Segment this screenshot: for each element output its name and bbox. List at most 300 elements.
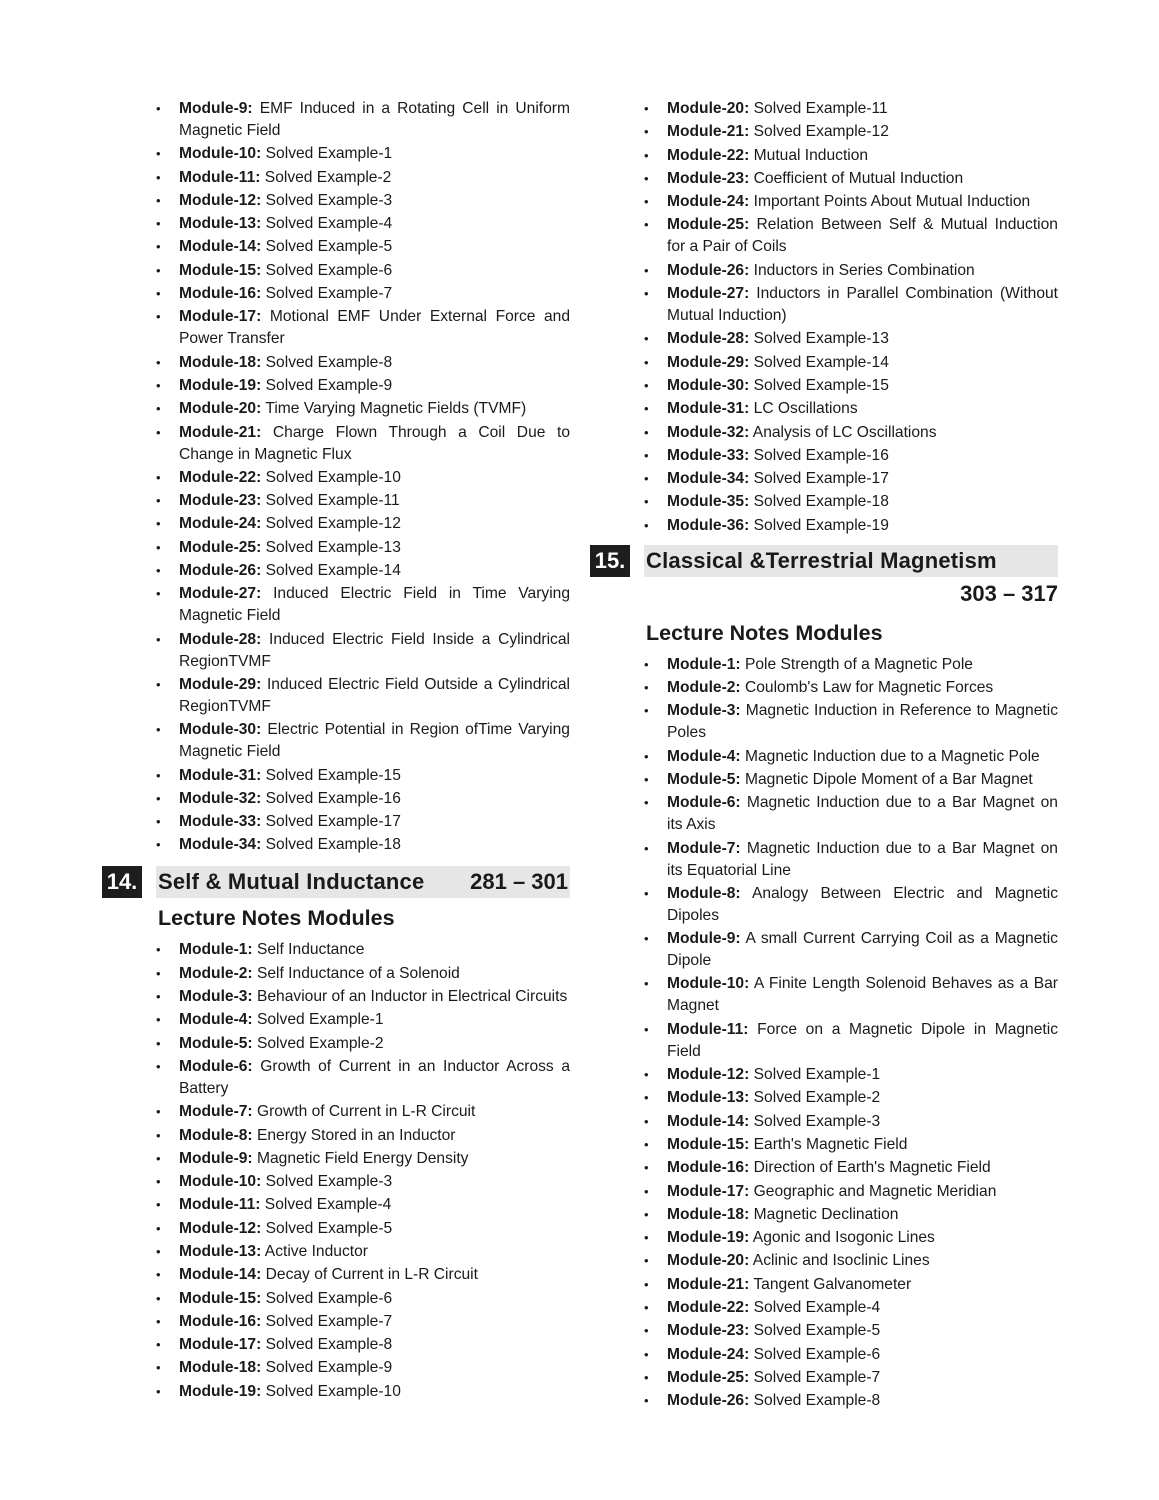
module-list bbox=[644, 654, 1058, 1412]
bullet-icon: • bbox=[644, 656, 649, 672]
list-item bbox=[156, 811, 570, 833]
module-code: Module-16: bbox=[667, 1159, 750, 1177]
bullet-icon: • bbox=[156, 1267, 161, 1283]
module-code: Module-32: bbox=[179, 789, 262, 807]
list-item bbox=[156, 375, 570, 397]
module-code: Module-4: bbox=[667, 747, 741, 765]
list-item bbox=[156, 236, 570, 258]
list-item bbox=[156, 963, 570, 985]
list-item bbox=[156, 834, 570, 856]
bullet-icon: • bbox=[644, 1230, 649, 1246]
list-item bbox=[156, 283, 570, 305]
module-code: Module-10: bbox=[179, 1173, 262, 1191]
module-title: Magnetic Induction due to a Magnetic Pole bbox=[744, 747, 1040, 765]
module-code: Module-3: bbox=[667, 702, 741, 720]
module-code: Module-31: bbox=[179, 766, 262, 784]
module-title: Solved Example-15 bbox=[753, 376, 889, 394]
module-title: Solved Example-8 bbox=[753, 1392, 881, 1410]
list-item bbox=[156, 1171, 570, 1193]
list-item bbox=[644, 121, 1058, 143]
module-code: Module-4: bbox=[179, 1011, 253, 1029]
list-item bbox=[644, 883, 1058, 927]
module-list bbox=[156, 98, 570, 856]
module-title: Solved Example-18 bbox=[753, 493, 889, 511]
bullet-icon: • bbox=[644, 1323, 649, 1339]
module-code: Module-14: bbox=[667, 1112, 750, 1130]
module-title: Solved Example-2 bbox=[256, 1034, 384, 1052]
bullet-icon: • bbox=[156, 1197, 161, 1213]
list-item bbox=[156, 1033, 570, 1055]
list-item bbox=[156, 490, 570, 512]
module-title: Solved Example-1 bbox=[753, 1066, 881, 1084]
module-code: Module-13: bbox=[667, 1089, 750, 1107]
bullet-icon: • bbox=[156, 631, 161, 647]
module-code: Module-27: bbox=[179, 585, 262, 603]
module-title: Behaviour of an Inductor in Electrical Circuits bbox=[256, 988, 568, 1006]
module-code: Module-10: bbox=[667, 975, 750, 993]
module-title: LC Oscillations bbox=[753, 400, 858, 418]
list-item bbox=[644, 1134, 1058, 1156]
list-item bbox=[156, 167, 570, 189]
bullet-icon: • bbox=[156, 965, 161, 981]
bullet-icon: • bbox=[156, 493, 161, 509]
module-title: Solved Example-9 bbox=[265, 376, 393, 394]
list-item bbox=[156, 1218, 570, 1240]
module-code: Module-23: bbox=[667, 169, 750, 187]
module-code: Module-13: bbox=[179, 215, 262, 233]
module-code: Module-12: bbox=[179, 1219, 262, 1237]
list-item bbox=[644, 1390, 1058, 1412]
module-title: Tangent Galvanometer bbox=[753, 1275, 912, 1293]
section-heading: Lecture Notes Modules bbox=[158, 906, 395, 931]
module-code: Module-9: bbox=[179, 100, 253, 117]
bullet-icon: • bbox=[644, 354, 649, 370]
module-code: Module-31: bbox=[667, 400, 750, 418]
module-code: Module-8: bbox=[179, 1126, 253, 1144]
list-item bbox=[156, 513, 570, 535]
module-title: Solved Example-7 bbox=[265, 1312, 393, 1330]
list-item bbox=[644, 677, 1058, 699]
module-title: Solved Example-2 bbox=[264, 168, 392, 186]
list-item bbox=[644, 1250, 1058, 1272]
module-code: Module-11: bbox=[179, 168, 261, 186]
module-code: Module-17: bbox=[667, 1182, 750, 1200]
module-title: Analogy Between Electric and Magnetic Dipoles bbox=[667, 884, 1058, 924]
list-item bbox=[644, 769, 1058, 791]
list-item bbox=[644, 328, 1058, 350]
bullet-icon: • bbox=[644, 170, 649, 186]
list-item bbox=[156, 1194, 570, 1216]
module-code: Module-32: bbox=[667, 423, 750, 441]
chapter-15-header bbox=[594, 545, 1058, 577]
bullet-icon: • bbox=[644, 1090, 649, 1106]
module-code: Module-22: bbox=[179, 468, 262, 486]
bullet-icon: • bbox=[156, 790, 161, 806]
bullet-icon: • bbox=[156, 286, 161, 302]
list-item bbox=[156, 1381, 570, 1403]
right-column bbox=[594, 98, 1058, 1413]
bullet-icon: • bbox=[156, 814, 161, 830]
module-code: Module-5: bbox=[667, 770, 741, 788]
module-code: Module-16: bbox=[179, 285, 262, 303]
module-title: Pole Strength of a Magnetic Pole bbox=[744, 655, 973, 673]
module-code: Module-7: bbox=[179, 1103, 253, 1121]
module-title: Solved Example-2 bbox=[753, 1089, 881, 1107]
list-item bbox=[644, 700, 1058, 744]
bullet-icon: • bbox=[156, 539, 161, 555]
bullet-icon: • bbox=[644, 147, 649, 163]
module-code: Module-9: bbox=[667, 930, 741, 948]
module-title: Growth of Current in L-R Circuit bbox=[256, 1103, 476, 1121]
bullet-icon: • bbox=[644, 494, 649, 510]
bullet-icon: • bbox=[156, 1220, 161, 1236]
list-item bbox=[156, 190, 570, 212]
module-code: Module-10: bbox=[179, 145, 262, 163]
module-title: Coefficient of Mutual Induction bbox=[753, 169, 964, 187]
list-item bbox=[644, 214, 1058, 258]
list-item bbox=[644, 491, 1058, 513]
module-code: Module-5: bbox=[179, 1034, 253, 1052]
module-title: Coulomb's Law for Magnetic Forces bbox=[744, 679, 994, 697]
list-item bbox=[156, 213, 570, 235]
module-title: Solved Example-8 bbox=[265, 1336, 393, 1354]
module-title: Induced Electric Field in Time Varying Magnetic Field bbox=[179, 585, 570, 625]
list-item bbox=[644, 260, 1058, 282]
module-title: Aclinic and Isoclinic Lines bbox=[752, 1252, 930, 1270]
module-code: Module-24: bbox=[667, 1345, 750, 1363]
module-title: Inductors in Series Combination bbox=[753, 261, 975, 279]
module-code: Module-12: bbox=[667, 1066, 750, 1084]
bullet-icon: • bbox=[156, 377, 161, 393]
list-item bbox=[156, 98, 570, 142]
list-item bbox=[644, 98, 1058, 120]
bullet-icon: • bbox=[644, 447, 649, 463]
module-title: Decay of Current in L-R Circuit bbox=[265, 1266, 478, 1284]
module-code: Module-14: bbox=[179, 238, 262, 256]
module-code: Module-35: bbox=[667, 493, 750, 511]
module-title: Induced Electric Field Inside a Cylindrical RegionTVMF bbox=[179, 630, 570, 670]
module-code: Module-11: bbox=[179, 1196, 261, 1214]
module-title: Solved Example-16 bbox=[753, 446, 889, 464]
module-code: Module-19: bbox=[179, 376, 262, 394]
bullet-icon: • bbox=[156, 1035, 161, 1051]
module-title: Solved Example-8 bbox=[265, 353, 393, 371]
bullet-icon: • bbox=[644, 331, 649, 347]
module-code: Module-34: bbox=[179, 836, 262, 854]
module-code: Module-26: bbox=[667, 261, 750, 279]
module-title: Relation Between Self & Mutual Induction for a Pair of Coils bbox=[667, 216, 1058, 256]
module-code: Module-19: bbox=[179, 1382, 262, 1400]
module-code: Module-6: bbox=[667, 794, 741, 812]
module-code: Module-15: bbox=[179, 1289, 262, 1307]
left-column bbox=[106, 98, 570, 1404]
module-code: Module-28: bbox=[179, 630, 262, 648]
module-code: Module-22: bbox=[667, 1298, 750, 1316]
list-item bbox=[644, 1227, 1058, 1249]
list-item bbox=[156, 352, 570, 374]
list-item bbox=[644, 283, 1058, 327]
bullet-icon: • bbox=[156, 262, 161, 278]
bullet-icon: • bbox=[644, 1369, 649, 1385]
bullet-icon: • bbox=[644, 1299, 649, 1315]
bullet-icon: • bbox=[156, 1104, 161, 1120]
bullet-icon: • bbox=[644, 101, 649, 116]
section-heading: Lecture Notes Modules bbox=[646, 620, 883, 645]
module-title: A small Current Carrying Coil as a Magnetic Dipole bbox=[667, 930, 1058, 970]
chapter-page-range: 303 – 317 bbox=[960, 580, 1058, 606]
list-item bbox=[156, 986, 570, 1008]
module-code: Module-1: bbox=[667, 655, 741, 673]
list-item bbox=[644, 352, 1058, 374]
bullet-icon: • bbox=[156, 146, 161, 162]
list-item bbox=[156, 1311, 570, 1333]
bullet-icon: • bbox=[156, 837, 161, 853]
module-code: Module-24: bbox=[179, 515, 262, 533]
bullet-icon: • bbox=[644, 1276, 649, 1292]
module-title: Solved Example-16 bbox=[265, 789, 401, 807]
list-item bbox=[156, 1009, 570, 1031]
list-item bbox=[156, 560, 570, 582]
list-item bbox=[156, 765, 570, 787]
module-title: Solved Example-1 bbox=[256, 1011, 384, 1029]
bullet-icon: • bbox=[644, 1183, 649, 1199]
module-title: Active Inductor bbox=[264, 1242, 368, 1260]
module-title: Time Varying Magnetic Fields (TVMF) bbox=[265, 400, 527, 418]
bullet-icon: • bbox=[644, 262, 649, 278]
module-code: Module-21: bbox=[179, 423, 262, 441]
list-item bbox=[644, 1367, 1058, 1389]
module-code: Module-25: bbox=[667, 216, 750, 234]
module-title: Solved Example-11 bbox=[265, 492, 400, 510]
module-code: Module-29: bbox=[179, 675, 262, 693]
bullet-icon: • bbox=[156, 1243, 161, 1259]
module-title: Solved Example-3 bbox=[753, 1112, 881, 1130]
bullet-icon: • bbox=[644, 1067, 649, 1083]
bullet-icon: • bbox=[644, 124, 649, 140]
bullet-icon: • bbox=[156, 1012, 161, 1028]
module-title: Solved Example-5 bbox=[265, 238, 393, 256]
module-title: Solved Example-17 bbox=[753, 470, 889, 488]
module-code: Module-20: bbox=[179, 400, 262, 418]
module-title: Magnetic Induction in Reference to Magnetic Poles bbox=[667, 702, 1058, 742]
module-title: Solved Example-13 bbox=[265, 538, 401, 556]
bullet-icon: • bbox=[156, 469, 161, 485]
module-code: Module-22: bbox=[667, 146, 750, 164]
list-item bbox=[644, 468, 1058, 490]
module-title: Force on a Magnetic Dipole in Magnetic Field bbox=[667, 1020, 1058, 1060]
module-code: Module-34: bbox=[667, 470, 750, 488]
module-code: Module-15: bbox=[667, 1135, 750, 1153]
list-item bbox=[156, 1264, 570, 1286]
list-item bbox=[156, 1241, 570, 1263]
module-code: Module-30: bbox=[667, 376, 750, 394]
list-item bbox=[156, 398, 570, 420]
module-title: Self Inductance of a Solenoid bbox=[256, 964, 460, 982]
list-item bbox=[644, 1064, 1058, 1086]
list-item bbox=[156, 143, 570, 165]
bullet-icon: • bbox=[644, 377, 649, 393]
bullet-icon: • bbox=[156, 401, 161, 417]
module-code: Module-2: bbox=[179, 964, 253, 982]
bullet-icon: • bbox=[156, 1360, 161, 1376]
module-title: Solved Example-3 bbox=[265, 191, 393, 209]
bullet-icon: • bbox=[644, 931, 649, 947]
chapter-14-header bbox=[106, 866, 570, 898]
module-code: Module-33: bbox=[179, 813, 262, 831]
bullet-icon: • bbox=[156, 563, 161, 579]
list-item bbox=[644, 191, 1058, 213]
bullet-icon: • bbox=[644, 1393, 649, 1409]
bullet-icon: • bbox=[644, 680, 649, 696]
module-code: Module-26: bbox=[179, 562, 262, 580]
list-item bbox=[644, 1320, 1058, 1342]
module-title: Growth of Current in an Inductor Across a Battery bbox=[179, 1057, 570, 1097]
bullet-icon: • bbox=[156, 216, 161, 232]
module-title: A Finite Length Solenoid Behaves as a Bar Magnet bbox=[667, 975, 1058, 1015]
module-title: Solved Example-6 bbox=[265, 1289, 393, 1307]
module-code: Module-12: bbox=[179, 191, 262, 209]
list-item bbox=[644, 1344, 1058, 1366]
module-title: Solved Example-10 bbox=[265, 468, 401, 486]
bullet-icon: • bbox=[156, 309, 161, 325]
bullet-icon: • bbox=[156, 424, 161, 440]
module-title: Self Inductance bbox=[256, 941, 365, 959]
list-item bbox=[156, 306, 570, 350]
bullet-icon: • bbox=[156, 354, 161, 370]
module-code: Module-18: bbox=[179, 353, 262, 371]
bullet-icon: • bbox=[156, 1290, 161, 1306]
module-code: Module-24: bbox=[667, 193, 750, 211]
bullet-icon: • bbox=[644, 703, 649, 719]
list-item bbox=[644, 515, 1058, 537]
module-title: Agonic and Isogonic Lines bbox=[752, 1229, 935, 1247]
bullet-icon: • bbox=[644, 748, 649, 764]
module-title: Magnetic Induction due to a Bar Magnet on its Equatorial Line bbox=[667, 839, 1058, 879]
list-item bbox=[156, 260, 570, 282]
list-item bbox=[644, 145, 1058, 167]
list-item bbox=[644, 1274, 1058, 1296]
module-title: Solved Example-5 bbox=[265, 1219, 393, 1237]
module-code: Module-8: bbox=[667, 884, 741, 902]
list-item bbox=[644, 1087, 1058, 1109]
list-item bbox=[644, 746, 1058, 768]
module-title: Solved Example-18 bbox=[265, 836, 401, 854]
bullet-icon: • bbox=[156, 516, 161, 532]
module-title: Inductors in Parallel Combination (Without Mutual Induction) bbox=[667, 285, 1058, 325]
module-code: Module-11: bbox=[667, 1020, 749, 1038]
list-item bbox=[156, 1101, 570, 1123]
module-code: Module-19: bbox=[667, 1229, 750, 1247]
list-item bbox=[156, 422, 570, 466]
bullet-icon: • bbox=[156, 722, 161, 738]
module-code: Module-14: bbox=[179, 1266, 262, 1284]
bullet-icon: • bbox=[644, 885, 649, 901]
module-title: Solved Example-7 bbox=[753, 1368, 881, 1386]
module-code: Module-36: bbox=[667, 516, 750, 534]
module-code: Module-13: bbox=[179, 1242, 262, 1260]
bullet-icon: • bbox=[644, 840, 649, 856]
list-item bbox=[156, 1056, 570, 1100]
bullet-icon: • bbox=[156, 942, 161, 958]
list-item bbox=[156, 467, 570, 489]
module-code: Module-21: bbox=[667, 123, 750, 141]
list-item bbox=[156, 674, 570, 718]
bullet-icon: • bbox=[644, 771, 649, 787]
list-item bbox=[156, 537, 570, 559]
chapter-number: 14. bbox=[102, 866, 142, 898]
module-title: Solved Example-4 bbox=[265, 215, 393, 233]
bullet-icon: • bbox=[644, 1113, 649, 1129]
list-item bbox=[644, 398, 1058, 420]
module-title: Analysis of LC Oscillations bbox=[752, 423, 937, 441]
module-title: Solved Example-13 bbox=[753, 330, 889, 348]
list-item bbox=[156, 1357, 570, 1379]
bullet-icon: • bbox=[644, 471, 649, 487]
module-title: Solved Example-3 bbox=[265, 1173, 393, 1191]
module-title: Solved Example-1 bbox=[265, 145, 393, 163]
list-item bbox=[644, 1204, 1058, 1226]
module-code: Module-2: bbox=[667, 679, 741, 697]
module-code: Module-23: bbox=[179, 492, 262, 510]
bullet-icon: • bbox=[644, 795, 649, 811]
list-item bbox=[644, 1019, 1058, 1063]
bullet-icon: • bbox=[156, 767, 161, 783]
module-code: Module-1: bbox=[179, 941, 253, 959]
module-title: Solved Example-5 bbox=[753, 1322, 881, 1340]
list-item bbox=[156, 629, 570, 673]
bullet-icon: • bbox=[644, 1253, 649, 1269]
bullet-icon: • bbox=[644, 424, 649, 440]
bullet-icon: • bbox=[156, 1383, 161, 1399]
module-code: Module-9: bbox=[179, 1149, 253, 1167]
module-title: Induced Electric Field Outside a Cylindrical RegionTVMF bbox=[179, 675, 570, 715]
module-code: Module-25: bbox=[667, 1368, 750, 1386]
module-code: Module-21: bbox=[667, 1275, 750, 1293]
bullet-icon: • bbox=[156, 192, 161, 208]
module-title: Magnetic Dipole Moment of a Bar Magnet bbox=[744, 770, 1033, 788]
module-title: Mutual Induction bbox=[753, 146, 869, 164]
module-title: Energy Stored in an Inductor bbox=[256, 1126, 456, 1144]
bullet-icon: • bbox=[644, 1346, 649, 1362]
module-title: Important Points About Mutual Induction bbox=[753, 193, 1031, 211]
module-code: Module-26: bbox=[667, 1392, 750, 1410]
module-code: Module-30: bbox=[179, 721, 262, 739]
bullet-icon: • bbox=[644, 286, 649, 302]
bullet-icon: • bbox=[156, 1127, 161, 1143]
module-title: Solved Example-14 bbox=[753, 353, 889, 371]
module-title: EMF Induced in a Rotating Cell in Uniform Magnetic Field bbox=[179, 100, 570, 139]
bullet-icon: • bbox=[156, 676, 161, 692]
list-item bbox=[156, 583, 570, 627]
module-code: Module-16: bbox=[179, 1312, 262, 1330]
list-item bbox=[156, 788, 570, 810]
bullet-icon: • bbox=[156, 101, 161, 116]
module-title: Motional EMF Under External Force and Power Transfer bbox=[179, 308, 570, 348]
bullet-icon: • bbox=[644, 194, 649, 210]
list-item bbox=[644, 654, 1058, 676]
module-title: Solved Example-12 bbox=[753, 123, 889, 141]
module-code: Module-29: bbox=[667, 353, 750, 371]
bullet-icon: • bbox=[156, 239, 161, 255]
list-item bbox=[644, 1297, 1058, 1319]
module-code: Module-20: bbox=[667, 100, 750, 117]
chapter-number: 15. bbox=[590, 545, 630, 577]
module-title: Magnetic Field Energy Density bbox=[256, 1149, 469, 1167]
module-code: Module-20: bbox=[667, 1252, 750, 1270]
list-item bbox=[644, 1181, 1058, 1203]
list-item bbox=[644, 1111, 1058, 1133]
module-title: Magnetic Declination bbox=[753, 1205, 899, 1223]
